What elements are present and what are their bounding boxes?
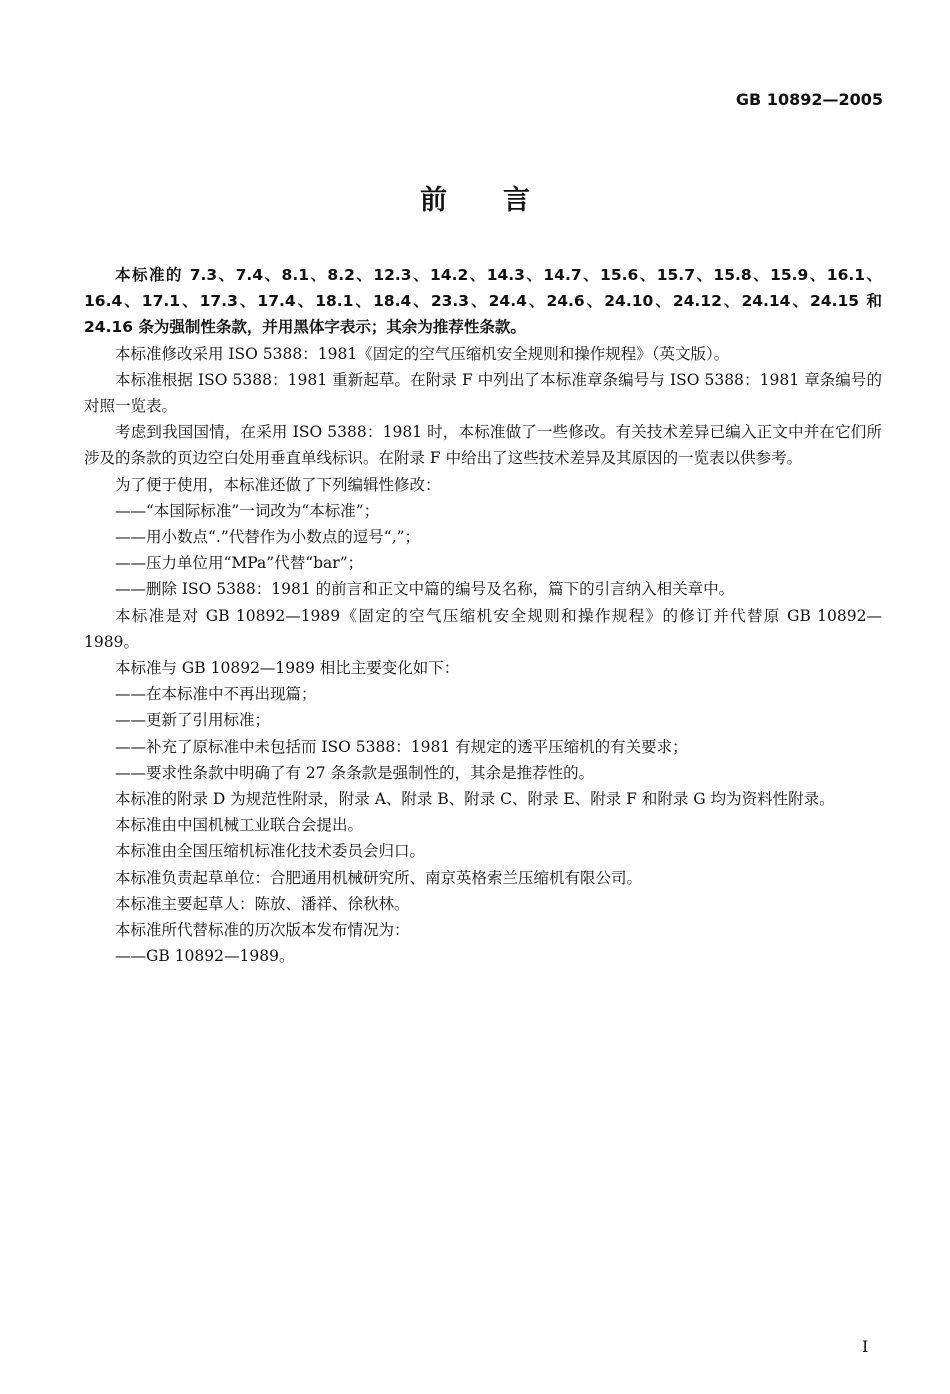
list-item: ——补充了原标准中未包括而 ISO 5388：1981 有规定的透平压缩机的有关要求； (115, 737, 688, 756)
list-item: ——要求性条款中明确了有 27 条条款是强制性的，其余是推荐性的。 (115, 763, 595, 782)
paragraph-annexes: 本标准的附录 D 为规范性附录，附录 A、附录 B、附录 C、附录 E、附录 F 和附录 G 均为资料性附录。 (115, 790, 835, 809)
paragraph-changes-intro: 本标准与 GB 10892—1989 相比主要变化如下： (115, 659, 460, 678)
paragraph-technical-differences: 考虑到我国国情，在采用 ISO 5388：1981 时，本标准做了一些修改。有关技术差异已编入正文中并在它们所涉及的条款的页边空白处用垂直单线标识。在附录 F 中给出了这些技术差异及其原因的一览表以供参考。 (84, 423, 882, 468)
list-item: ——在本标准中不再出现篇； (115, 685, 317, 704)
paragraph-proposed-by: 本标准由中国机械工业联合会提出。 (115, 816, 364, 835)
paragraph-drafting-units: 本标准负责起草单位：合肥通用机械研究所、南京英格索兰压缩机有限公司。 (115, 868, 643, 887)
list-item: ——GB 10892—1989。 (115, 947, 295, 966)
page-title: 前言 (420, 185, 586, 216)
list-item: ——用小数点“.”代替作为小数点的逗号“,”； (115, 528, 421, 547)
standard-number: GB 10892—2005 (735, 90, 883, 109)
page-number: I (862, 1337, 869, 1356)
paragraph-revision: 本标准是对 GB 10892—1989《固定的空气压缩机安全规则和操作规程》的修订并代替原 GB 10892—1989。 (84, 606, 882, 651)
paragraph-drafters: 本标准主要起草人：陈放、潘祥、徐秋林。 (115, 894, 410, 913)
list-item: ——删除 ISO 5388：1981 的前言和正文中篇的编号及名称，篇下的引言纳入相关章中。 (115, 580, 735, 599)
paragraph-mandatory-clauses: 本标准的 7.3、7.4、8.1、8.2、12.3、14.2、14.3、14.7、15.6、15.7、15.8、15.9、16.1、16.4、17.1、17.3、17.4、18.1、18.4、23.3、24.4、24.6、24.10、24.12、24.14、24.15 和 24.16 条为强制性条款，并用黑体字表示；其余为推荐性条款。 (84, 266, 882, 337)
paragraph-centralized-by: 本标准由全国压缩机标准化技术委员会归口。 (115, 842, 426, 861)
paragraph-adoption: 本标准修改采用 ISO 5388：1981《固定的空气压缩机安全规则和操作规程》（英文版）。 (115, 344, 730, 363)
paragraph-history-intro: 本标准所代替标准的历次版本发布情况为： (115, 921, 410, 940)
paragraph-editorial-intro: 为了便于使用，本标准还做了下列编辑性修改： (115, 475, 441, 494)
list-item: ——“本国际标准”一词改为“本标准”； (115, 501, 380, 520)
foreword-body (84, 262, 882, 969)
list-item: ——更新了引用标准； (115, 711, 271, 730)
paragraph-redrafted: 本标准根据 ISO 5388：1981 重新起草。在附录 F 中列出了本标准章条编号与 ISO 5388：1981 章条编号的对照一览表。 (84, 370, 882, 416)
list-item: ——压力单位用“MPa”代替“bar”； (115, 554, 364, 573)
